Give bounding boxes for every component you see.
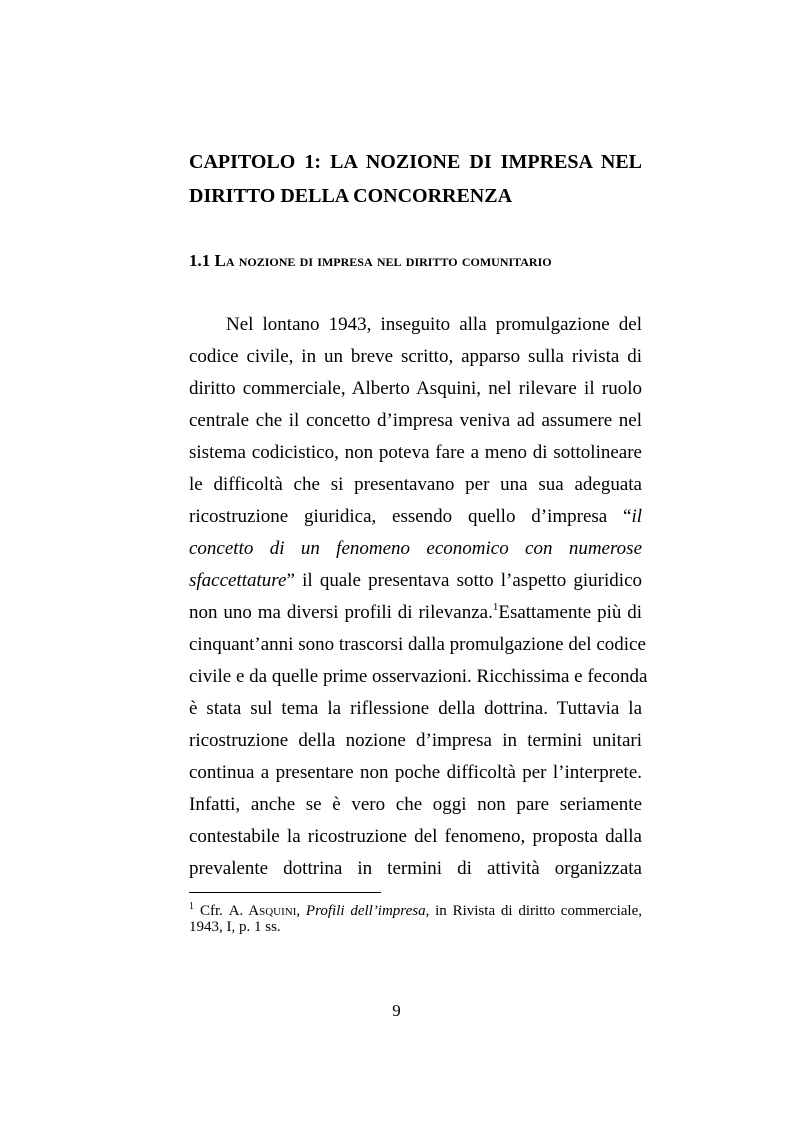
paragraph-line: contestabile la ricostruzione del fenomeno, proposta dalla [189, 826, 642, 847]
footnote-separator-comma: , [296, 903, 301, 919]
italic-text: il [631, 506, 642, 527]
page-number: 9 [392, 1001, 401, 1020]
chapter-title-line-1: CAPITOLO 1: LA NOZIONE DI IMPRESA NEL [189, 151, 642, 173]
footnote-reference[interactable]: 1 [492, 601, 499, 613]
chapter-title-line-2: DIRITTO DELLA CONCORRENZA [189, 185, 513, 207]
paragraph-line: ricostruzione della nozione d’impresa in termini unitari [189, 730, 642, 751]
paragraph-line: Nel lontano 1943, inseguito alla promulgazione del [226, 314, 642, 335]
paragraph-line: diritto commerciale, Alberto Asquini, nel rilevare il ruolo [189, 378, 642, 399]
paragraph-line: prevalente dottrina in termini di attività organizzata [189, 858, 642, 879]
italic-text: sfaccettature [189, 570, 287, 591]
footnote-line: 1943, I, p. 1 ss. [189, 919, 281, 935]
paragraph-line: Infatti, anche se è vero che oggi non pare seriamente [189, 794, 642, 815]
paragraph-line: cinquant’anni sono trascorsi dalla promulgazione del codice [189, 634, 646, 655]
paragraph-line: civile e da quelle prime osservazioni. Ricchissima e feconda [189, 666, 648, 687]
paragraph-line: è stata sul tema la riflessione della dottrina. Tuttavia la [189, 698, 642, 719]
paragraph-line: le difficoltà che si presentavano per una sua adeguata [189, 474, 642, 495]
paragraph-line [189, 505, 642, 529]
paragraph-line: continua a presentare non poche difficoltà per l’interprete. [189, 762, 642, 783]
paragraph-text: ” il quale presentava sotto l’aspetto giuridico [286, 570, 642, 591]
paragraph-text: non uno ma diversi profili di rilevanza. [189, 602, 493, 623]
paragraph-line: codice civile, in un breve scritto, apparso sulla rivista di [189, 346, 642, 367]
footnote-marker: 1 [189, 901, 194, 912]
footnote-title: Profili dell’impresa, [305, 903, 430, 919]
paragraph-line: sistema codicistico, non poteva fare a meno di sottolineare [189, 442, 642, 463]
footnote-author: A. Asquini [228, 903, 297, 919]
italic-text: concetto di un fenomeno economico con numerose [189, 538, 642, 559]
paragraph-line [189, 569, 642, 593]
paragraph-line: centrale che il concetto d’impresa veniva ad assumere nel [189, 410, 642, 431]
paragraph-line [189, 601, 642, 625]
footnote-prefix: Cfr. [200, 903, 223, 919]
paragraph-text: ricostruzione giuridica, essendo quello d’impresa “ [189, 506, 632, 527]
footnote-source: in Rivista di diritto commerciale, [435, 903, 642, 919]
footnote-separator [189, 892, 381, 893]
paragraph-text: Esattamente più di [498, 602, 643, 623]
paragraph-line [189, 537, 642, 561]
section-heading: 1.1 La nozione di impresa nel diritto comunitario [189, 251, 552, 270]
